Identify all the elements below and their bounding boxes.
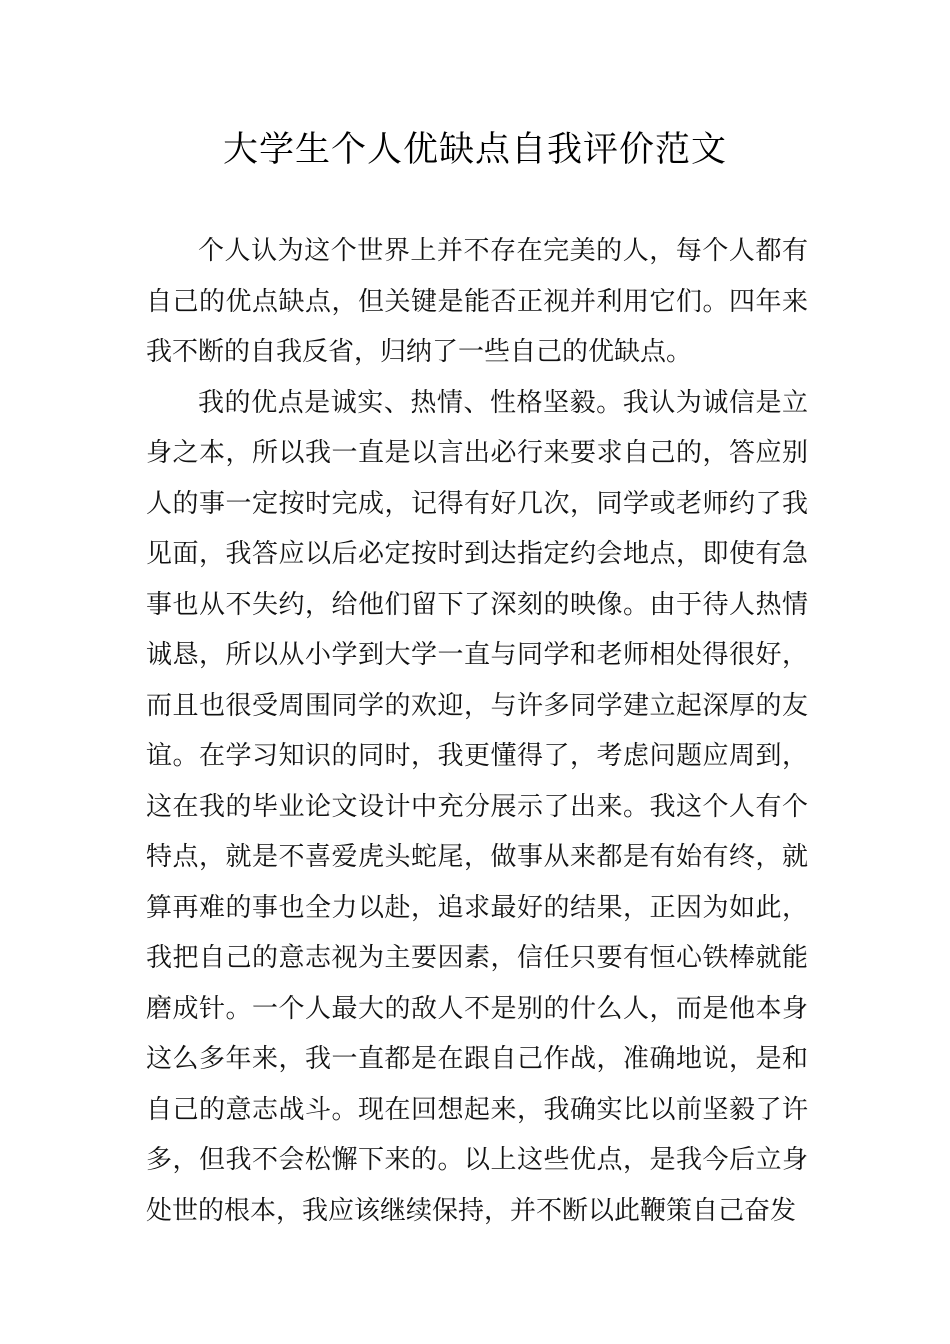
document-title: 大学生个人优缺点自我评价范文 [222, 130, 727, 170]
paragraph-strengths: 我的优点是诚实、热情、性格坚毅。我认为诚信是立身之本，所以我一直是以言出必行来要求自己的，答应别人的事一定按时完成，记得有好几次，同学或老师约了我见面，我答应以后必定按时到达指定约会地点，即使有急事也从不失约，给他们留下了深刻的映像。由于待人热情诚恳，所以从小学到大学一直与同学和老师相处得很好，而且也很受周围同学的欢迎，与许多同学建立起深厚的友谊。在学习知识的同时，我更懂得了，考虑问题应周到，这在我的毕业论文设计中充分展示了出来。我这个人有个特点，就是不喜爱虎头蛇尾，做事从来都是有始有终，就算再难的事也全力以赴，追求最好的结果，正因为如此，我把自己的意志视为主要因素，信任只要有恒心铁棒就能磨成针。一个人最大的敌人不是别的什么人，而是他本身这么多年来，我一直都是在跟自己作战，准确地说，是和自己的意志战斗。现在回想起来，我确实比以前坚毅了许多，但我不会松懈下来的。以上这些优点，是我今后立身处世的根本，我应该继续保持，并不断以此鞭策自己奋发 [146, 387, 808, 1226]
document-body [146, 226, 808, 1236]
paragraph-intro: 个人认为这个世界上并不存在完美的人，每个人都有自己的优点缺点，但关键是能否正视并利用它们。四年来我不断的自我反省，归纳了一些自己的优缺点。 [146, 236, 808, 367]
